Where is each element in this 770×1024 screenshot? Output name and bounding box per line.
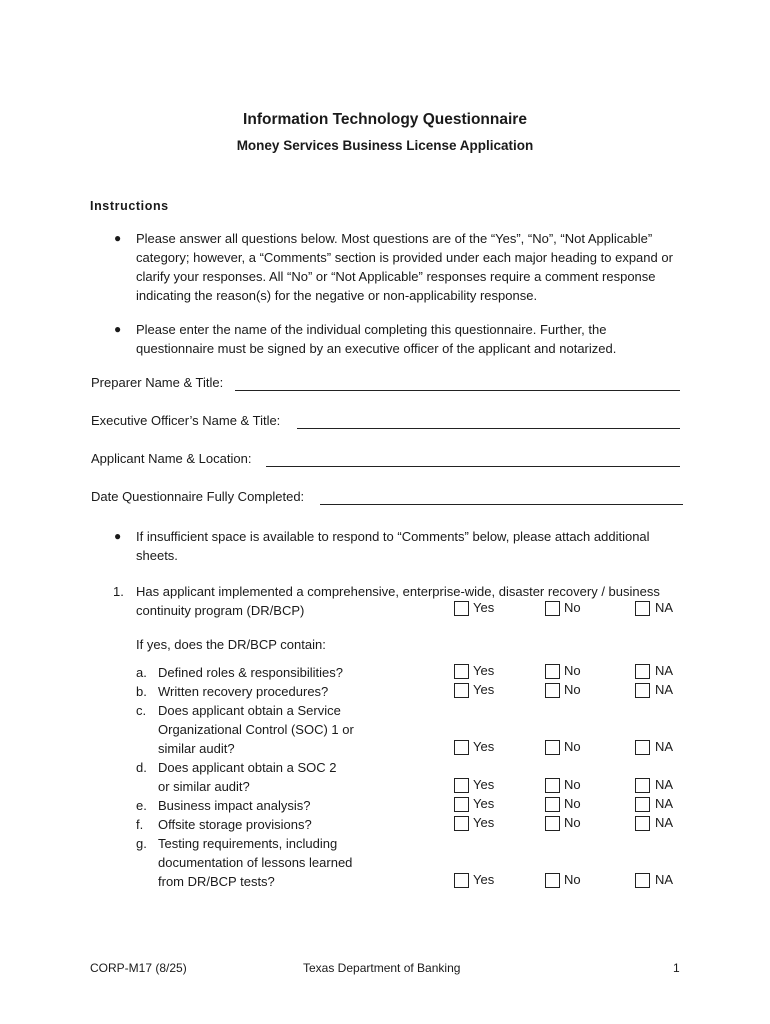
date-field[interactable]: [320, 504, 683, 505]
d-na-checkbox[interactable]: [635, 778, 650, 793]
date-label: Date Questionnaire Fully Completed:: [91, 489, 305, 504]
q1-no-label: No: [564, 600, 581, 615]
c-na-checkbox[interactable]: [635, 740, 650, 755]
f-yes-checkbox[interactable]: [454, 816, 469, 831]
subitem-c: Does applicant obtain a Service: [158, 703, 341, 718]
c-yes-checkbox[interactable]: [454, 740, 469, 755]
e-yes-checkbox[interactable]: [454, 797, 469, 812]
question-followup: If yes, does the DR/BCP contain:: [136, 637, 326, 652]
a-na-label: NA: [655, 663, 674, 678]
subitem-e: Business impact analysis?: [158, 798, 311, 813]
g-no-checkbox[interactable]: [545, 873, 560, 888]
g-na-label: NA: [655, 872, 674, 887]
subitem-g: Testing requirements, including: [158, 836, 338, 851]
b-yes-checkbox[interactable]: [454, 683, 469, 698]
form-id: CORP-M17 (8/25): [90, 961, 187, 975]
subitem-f: Offsite storage provisions?: [158, 817, 312, 832]
q1-yes-label: Yes: [473, 600, 495, 615]
d-yes-label: Yes: [473, 777, 495, 792]
instruction-1: Please answer all questions below. Most questions are of the “Yes”, “No”, “Not Applicable” category; however, a “Comments” section is provided under each major heading to expand or clarify your responses. All “No” or “Not Applicable” responses require a comment response indicating the reason(s) for the negative or non-applicability response.: [136, 231, 673, 303]
b-yes-label: Yes: [473, 682, 495, 697]
b-no-label: No: [564, 682, 581, 697]
f-na-checkbox[interactable]: [635, 816, 650, 831]
b-na-checkbox[interactable]: [635, 683, 650, 698]
g-no-label: No: [564, 872, 581, 887]
instructions-heading: Instructions: [90, 199, 169, 213]
preparer-label: Preparer Name & Title:: [91, 375, 224, 390]
page-subtitle: Money Services Business License Application: [236, 138, 534, 153]
a-no-checkbox[interactable]: [545, 664, 560, 679]
d-no-label: No: [564, 777, 581, 792]
a-yes-label: Yes: [473, 663, 495, 678]
agency-name: Texas Department of Banking: [303, 961, 461, 975]
preparer-field[interactable]: [235, 390, 680, 391]
subitem-letters: a. b. c. d. e. f. g.: [136, 665, 147, 851]
q1-yes-checkbox[interactable]: [454, 601, 469, 616]
subitem-a: Defined roles & responsibilities?: [158, 665, 343, 680]
f-no-checkbox[interactable]: [545, 816, 560, 831]
subitem-d: Does applicant obtain a SOC 2: [158, 760, 337, 775]
bullet-icon: ●: [114, 322, 122, 336]
a-na-checkbox[interactable]: [635, 664, 650, 679]
a-no-label: No: [564, 663, 581, 678]
e-no-checkbox[interactable]: [545, 797, 560, 812]
c-no-label: No: [564, 739, 581, 754]
q1-na-label: NA: [655, 600, 674, 615]
c-no-checkbox[interactable]: [545, 740, 560, 755]
subitem-b: Written recovery procedures?: [158, 684, 329, 699]
bullet-icon: ●: [114, 231, 122, 245]
q1-na-checkbox[interactable]: [635, 601, 650, 616]
bullet-icon: ●: [114, 529, 122, 543]
executive-label: Executive Officer’s Name & Title:: [91, 413, 281, 428]
d-yes-checkbox[interactable]: [454, 778, 469, 793]
c-yes-label: Yes: [473, 739, 495, 754]
b-na-label: NA: [655, 682, 674, 697]
q1-no-checkbox[interactable]: [545, 601, 560, 616]
applicant-label: Applicant Name & Location:: [91, 451, 252, 466]
question-number: 1.: [113, 584, 124, 599]
e-yes-label: Yes: [473, 796, 495, 811]
subitem-texts: Defined roles & responsibilities? Written recovery procedures? Does applicant obtain a Service Organizational Control (SOC) 1 or similar audit? Does applicant obtain a SOC 2 or similar audit? Business impact analysis? Offsite storage provisions? Testing requirements, including documentation of lessons learned from DR/BCP tests?: [158, 665, 354, 889]
d-no-checkbox[interactable]: [545, 778, 560, 793]
g-na-checkbox[interactable]: [635, 873, 650, 888]
page-number: 1: [673, 961, 680, 975]
b-no-checkbox[interactable]: [545, 683, 560, 698]
g-yes-label: Yes: [473, 872, 495, 887]
executive-field[interactable]: [297, 428, 680, 429]
e-na-checkbox[interactable]: [635, 797, 650, 812]
applicant-field[interactable]: [266, 466, 680, 467]
a-yes-checkbox[interactable]: [454, 664, 469, 679]
f-yes-label: Yes: [473, 815, 495, 830]
page-title: Information Technology Questionnaire: [243, 111, 527, 128]
c-na-label: NA: [655, 739, 674, 754]
e-no-label: No: [564, 796, 581, 811]
instruction-3: If insufficient space is available to respond to “Comments” below, please attach additional sheets.: [136, 529, 650, 563]
question-text: Has applicant implemented a comprehensive, enterprise-wide, disaster recovery / business continuity program (DR/BCP): [136, 584, 660, 618]
g-yes-checkbox[interactable]: [454, 873, 469, 888]
instruction-2: Please enter the name of the individual completing this questionnaire. Further, the questionnaire must be signed by an executive officer of the applicant and notarized.: [136, 322, 617, 356]
f-no-label: No: [564, 815, 581, 830]
e-na-label: NA: [655, 796, 674, 811]
f-na-label: NA: [655, 815, 674, 830]
d-na-label: NA: [655, 777, 674, 792]
